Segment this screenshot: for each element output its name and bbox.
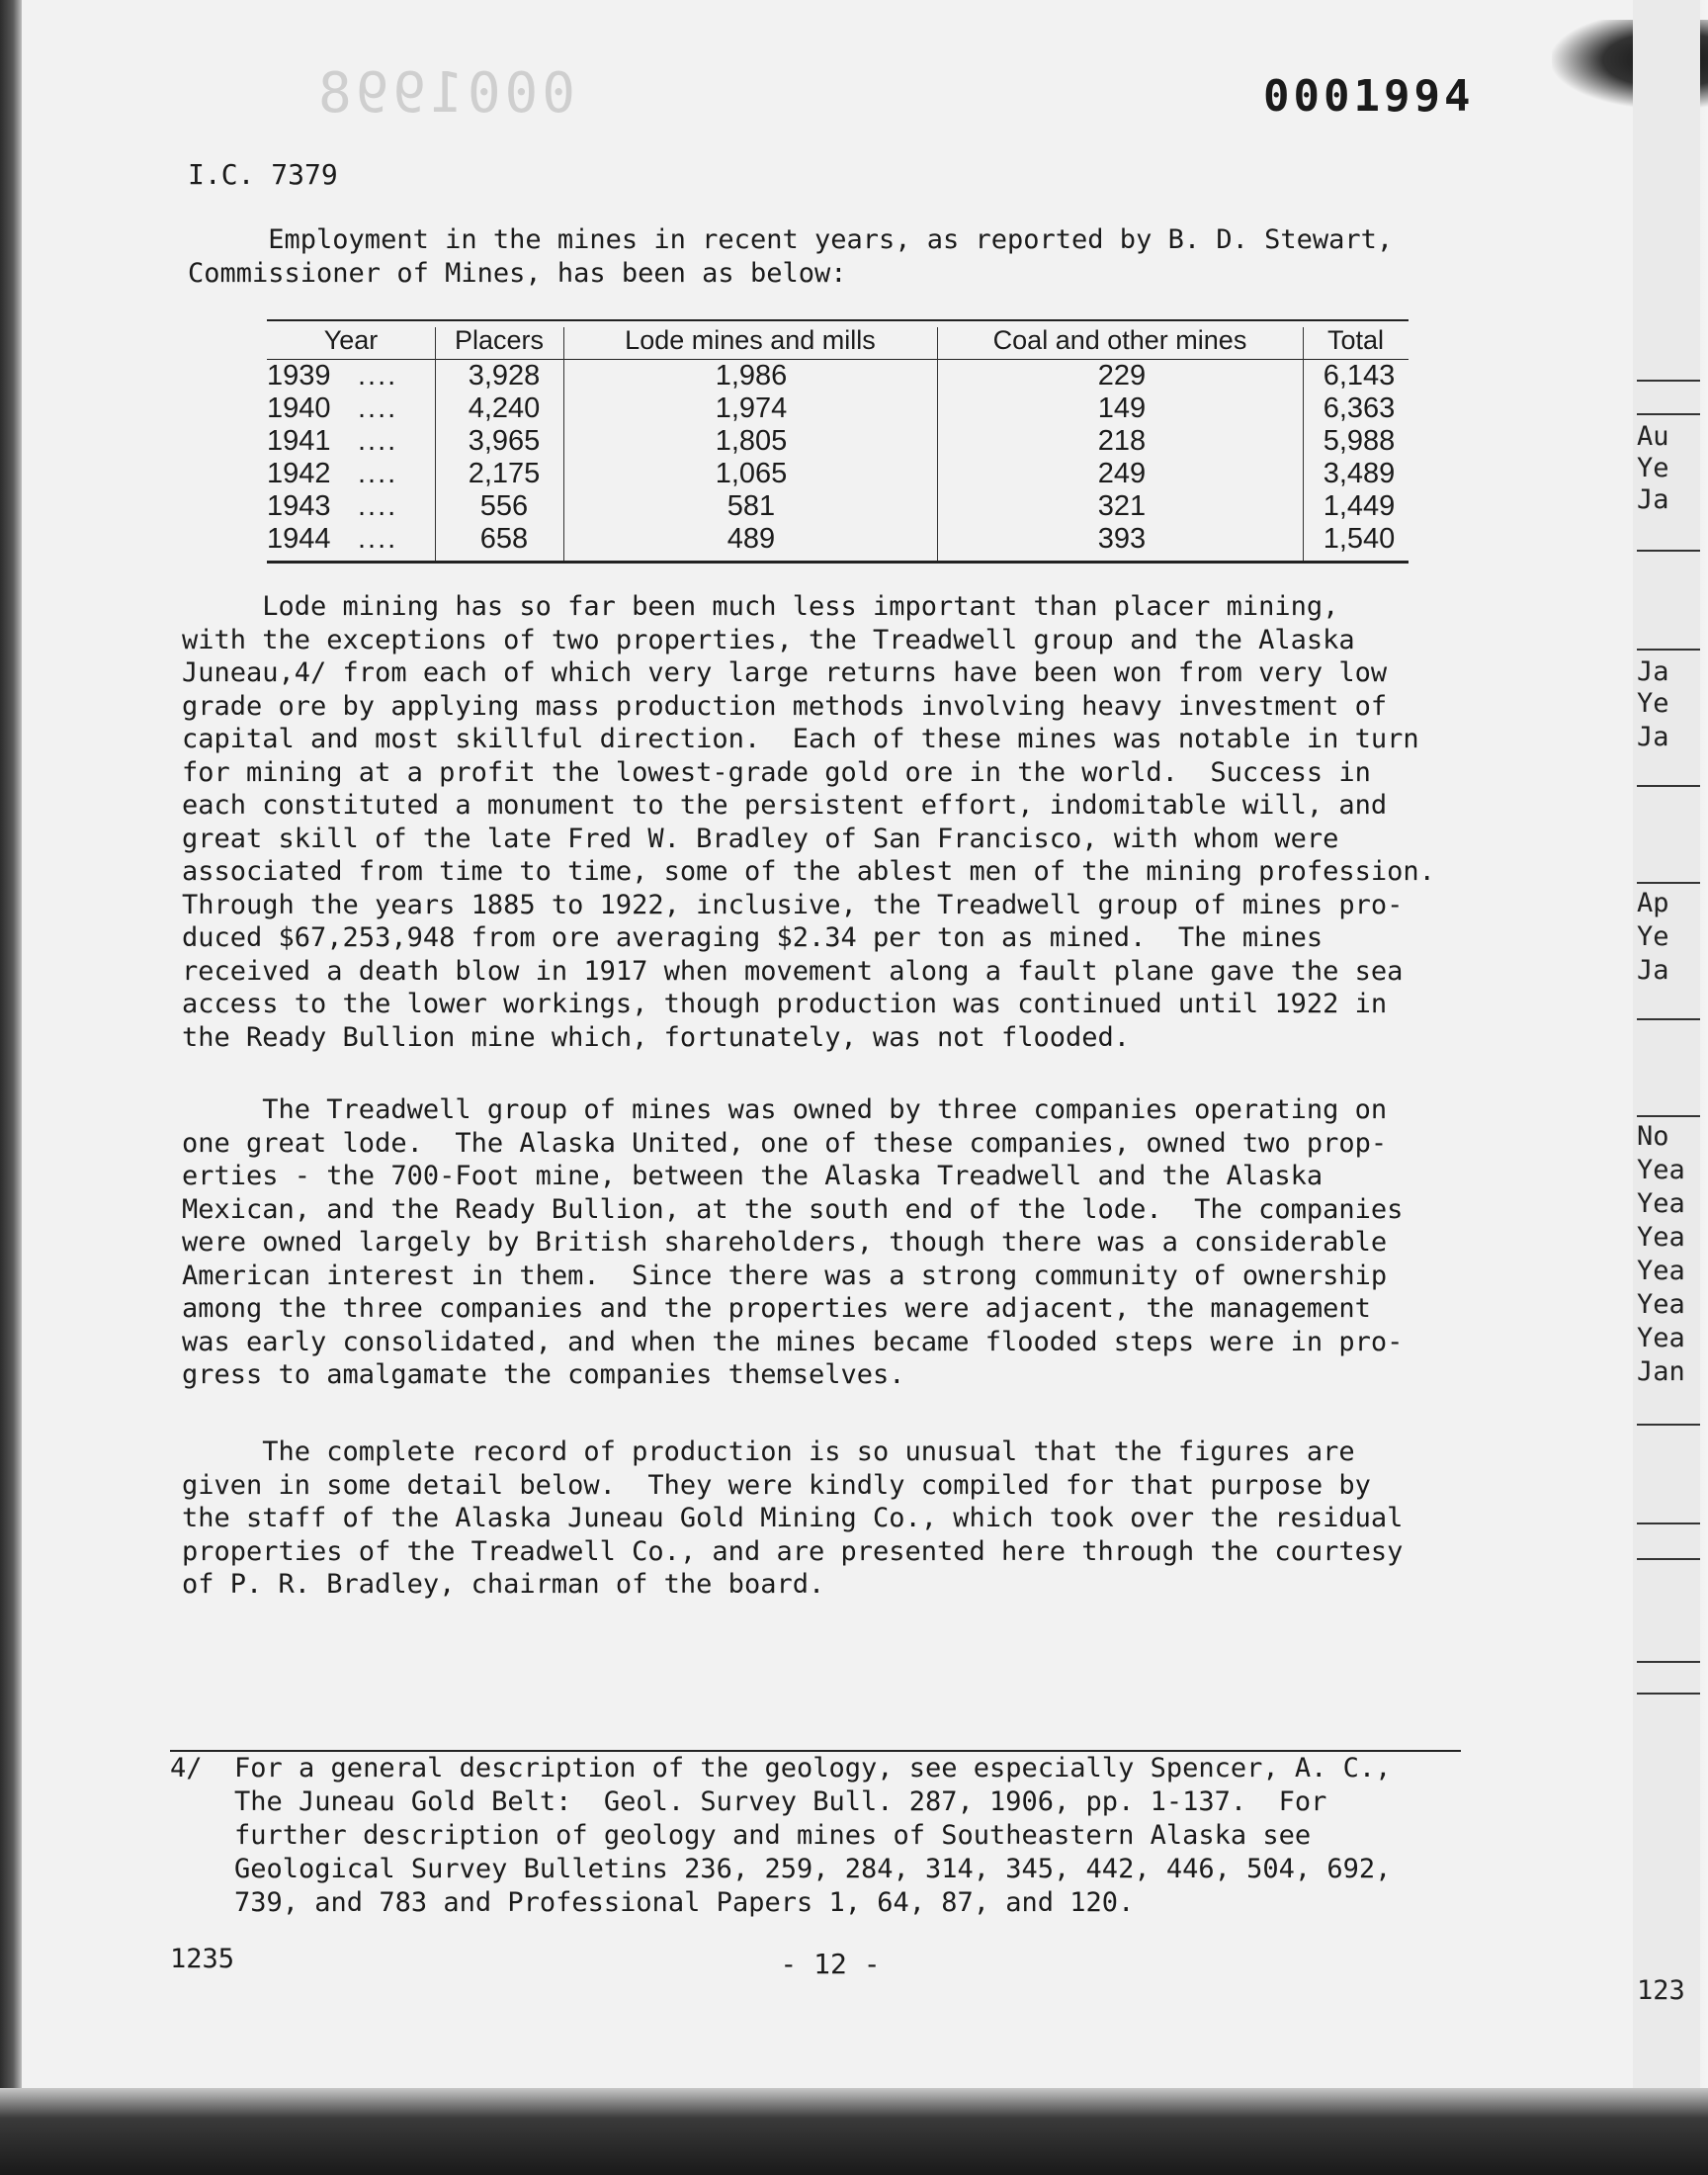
coal-cell: 218 [1097, 425, 1147, 457]
lode-cell: 1,065 [715, 458, 788, 489]
lode-cell: 1,974 [715, 392, 788, 424]
year-cell: 1942 [267, 458, 331, 489]
column-header-placers: Placers [454, 325, 545, 355]
doc-id: I.C. 7379 [188, 158, 338, 191]
intro-paragraph: Employment in the mines in recent years, as reported by B. D. Stewart, Commissioner of Mines, has been as below: [188, 224, 1394, 289]
placers-cell: 2,175 [468, 458, 541, 489]
leader-dots: .... [358, 490, 398, 522]
column-header-coal: Coal and other mines [992, 325, 1247, 355]
adjacent-fragment: Yea [1637, 1256, 1685, 1286]
leader-dots: .... [358, 425, 398, 457]
adjacent-fragment: No [1637, 1121, 1669, 1152]
coal-cell: 393 [1097, 523, 1147, 555]
table-row [267, 360, 1409, 392]
bleed-through-number: 0001998 [314, 61, 576, 126]
year-cell: 1943 [267, 490, 331, 522]
table-row [267, 458, 1409, 490]
lode-mining-paragraph: Lode mining has so far been much less important than placer mining, with the exceptions of two properties, the Treadwell group and the Alaska Juneau,4/ from each of which very large returns have been won from very low grade ore by applying mass production methods involving heavy investment of capital and most skillful direction. Each of these mines was notable in turn for mining at a profit the lowest-grade gold ore in the world. Success in each constituted a monument to the persistent effort, indomitable will, and great skill of the late Fred W. Bradley of San Francisco, with whom were associated from time to time, some of the ablest men of the mining profession. Through the years 1885 to 1922, inclusive, the Treadwell group of mines pro- duced $67,253,948 from ore averaging $2.34 per ton as mined. The mines received a death blow in 1917 when movement along a fault plane gave the sea access to the lower workings, though production was continued until 1922 in the Ready Bullion mine which, fortunately, was not flooded. [182, 591, 1435, 1053]
adjacent-fragment: Ye [1637, 921, 1669, 952]
adjacent-fragment: Jan [1637, 1356, 1685, 1387]
year-cell: 1939 [267, 360, 331, 392]
coal-cell: 149 [1097, 392, 1147, 424]
lode-cell: 489 [726, 523, 776, 555]
coal-cell: 229 [1097, 360, 1147, 392]
total-cell: 1,540 [1323, 523, 1396, 555]
footnote: 4/ For a general description of the geology, see especially Spencer, A. C., The Juneau Gold Belt: Geol. Survey Bull. 287, 1906, pp. 1-137. For further description of geology and mines of Southeastern Alaska see Geological Survey Bulletins 236, 259, 284, 314, 345, 442, 446, 504, 692, 739, and 783 and Professional Papers 1, 64, 87, and 120. [170, 1753, 1392, 1918]
adjacent-page-edge [1633, 0, 1700, 2088]
adjacent-fragment: Yea [1637, 1323, 1685, 1353]
adjacent-fragment: 123 [1637, 1975, 1685, 2006]
coal-cell: 249 [1097, 458, 1147, 489]
placers-cell: 4,240 [468, 392, 541, 424]
total-cell: 6,143 [1323, 360, 1396, 392]
scanner-edge-bottom [0, 2088, 1708, 2175]
coal-cell: 321 [1097, 490, 1147, 522]
table-row [267, 490, 1409, 523]
adjacent-rule [1637, 550, 1700, 552]
adjacent-fragment: Ja [1637, 484, 1669, 515]
adjacent-rule [1637, 380, 1700, 382]
placers-cell: 658 [479, 523, 529, 555]
adjacent-rule [1637, 1558, 1700, 1560]
adjacent-rule [1637, 1693, 1700, 1695]
adjacent-fragment: Ja [1637, 955, 1669, 986]
adjacent-rule [1637, 785, 1700, 787]
lode-cell: 1,986 [715, 360, 788, 392]
total-cell: 5,988 [1323, 425, 1396, 457]
adjacent-fragment: Yea [1637, 1289, 1685, 1320]
adjacent-fragment: Yea [1637, 1188, 1685, 1219]
treadwell-paragraph: The Treadwell group of mines was owned by three companies operating on one great lode. The Alaska United, one of these companies, owned two prop- erties - the 700-Foot mine, between the Alaska Treadwell and the Alaska Mexican, and the Ready Bullion, at the south end of the lode. The companies were owned largely by British shareholders, though there was a considerable American interest in them. Since there was a strong community of ownership among the three companies and the properties were adjacent, the management was early consolidated, and when the mines became flooded steps were in pro- gress to amalgamate the companies themselves. [182, 1094, 1404, 1390]
placers-cell: 3,965 [468, 425, 541, 457]
adjacent-fragment: Ap [1637, 888, 1669, 918]
leader-dots: .... [358, 360, 398, 392]
employment-table [267, 319, 1409, 566]
page-label: 1235 [170, 1944, 235, 1974]
adjacent-fragment: Au [1637, 421, 1669, 452]
table-row [267, 425, 1409, 458]
placers-cell: 556 [479, 490, 529, 522]
adjacent-rule [1637, 413, 1700, 415]
adjacent-fragment: Ye [1637, 453, 1669, 483]
adjacent-rule [1637, 1661, 1700, 1663]
page-number: - 12 - [780, 1948, 881, 1980]
scanner-edge-left [0, 0, 22, 2175]
table-row [267, 523, 1409, 556]
adjacent-fragment: Ye [1637, 688, 1669, 719]
adjacent-rule [1637, 1424, 1700, 1426]
total-cell: 6,363 [1323, 392, 1396, 424]
adjacent-rule [1637, 1018, 1700, 1020]
table-rule-top [267, 319, 1409, 321]
year-cell: 1944 [267, 523, 331, 555]
adjacent-fragment: Ja [1637, 656, 1669, 687]
adjacent-fragment: Yea [1637, 1155, 1685, 1185]
year-cell: 1940 [267, 392, 331, 424]
adjacent-rule [1637, 1115, 1700, 1117]
adjacent-rule [1637, 1522, 1700, 1524]
adjacent-fragment: Yea [1637, 1222, 1685, 1253]
lode-cell: 581 [726, 490, 776, 522]
column-header-total: Total [1326, 325, 1385, 355]
production-record-paragraph: The complete record of production is so unusual that the figures are given in some detail below. They were kindly compiled for that purpose by the staff of the Alaska Juneau Gold Mining Co., which took over the residual properties of the Treadwell Co., and are presented here through the courtesy of P. R. Bradley, chairman of the board. [182, 1436, 1404, 1600]
total-cell: 3,489 [1323, 458, 1396, 489]
adjacent-rule [1637, 649, 1700, 651]
leader-dots: .... [358, 523, 398, 555]
table-rule-bottom [267, 561, 1409, 564]
lode-cell: 1,805 [715, 425, 788, 457]
year-cell: 1941 [267, 425, 331, 457]
leader-dots: .... [358, 458, 398, 489]
column-header-year: Year [323, 325, 379, 355]
table-row [267, 392, 1409, 425]
total-cell: 1,449 [1323, 490, 1396, 522]
stamp-number: 0001994 [1263, 71, 1475, 122]
column-header-lode: Lode mines and mills [625, 325, 876, 355]
placers-cell: 3,928 [468, 360, 541, 392]
leader-dots: .... [358, 392, 398, 424]
adjacent-rule [1637, 882, 1700, 884]
adjacent-fragment: Ja [1637, 722, 1669, 752]
